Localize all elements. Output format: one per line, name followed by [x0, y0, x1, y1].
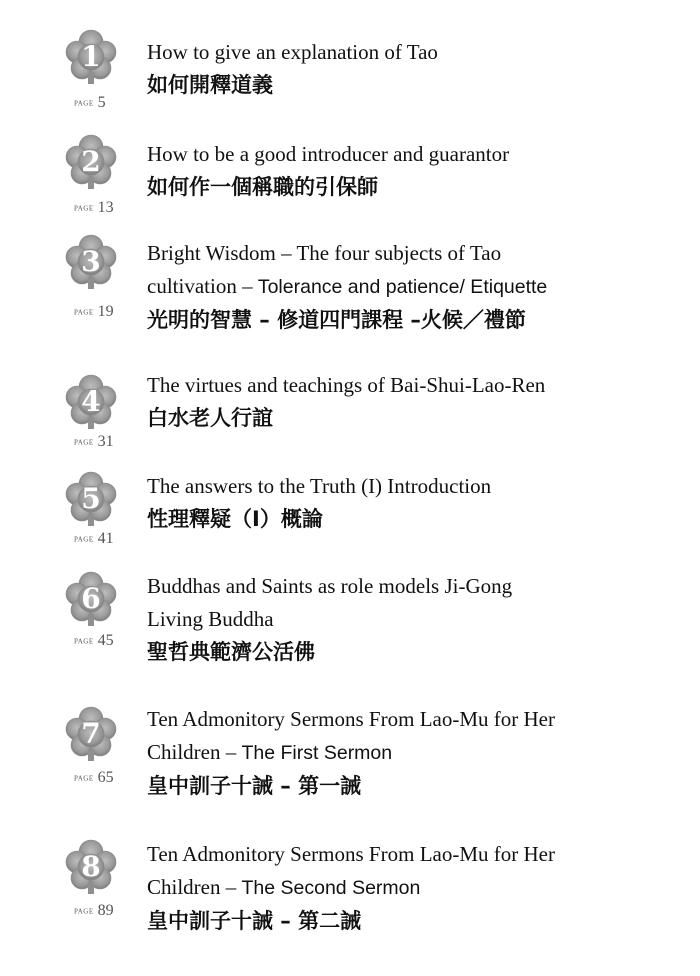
english-title-line: Ten Admonitory Sermons From Lao-Mu for Her	[147, 842, 555, 866]
flower-number-badge-icon	[62, 373, 120, 431]
english-title-line: Bright Wisdom – The four subjects of Tao	[147, 241, 502, 265]
entry-text	[147, 36, 680, 102]
english-title-line: Buddhas and Saints as role models Ji-Gong	[147, 574, 513, 598]
svg-text:3: 3	[81, 245, 101, 278]
flower-number-badge-icon	[62, 705, 120, 763]
english-title-line: Children – The First Sermon	[147, 740, 393, 764]
english-title-line: Ten Admonitory Sermons From Lao-Mu for Her	[147, 707, 555, 731]
entry-text	[147, 138, 680, 204]
english-title-line: How to be a good introducer and guarantor	[147, 142, 510, 166]
chinese-title: 白水老人行誼	[147, 406, 273, 430]
svg-text:5: 5	[81, 482, 101, 515]
svg-text:2: 2	[81, 145, 101, 178]
svg-text:6: 6	[81, 582, 101, 615]
svg-text:7: 7	[81, 717, 101, 750]
chinese-title: 性理釋疑（I）概論	[147, 507, 323, 531]
entry-text	[147, 570, 680, 669]
entry-text	[147, 703, 680, 803]
entry-text	[147, 369, 680, 435]
svg-text:4: 4	[81, 385, 101, 418]
chinese-title: 如何開釋道義	[147, 73, 273, 97]
flower-number-badge-icon	[62, 28, 120, 86]
english-title-line: The answers to the Truth (I) Introduction	[147, 474, 492, 498]
page-number: PAGE 13	[74, 199, 114, 217]
flower-number-badge-icon	[62, 470, 120, 528]
chinese-title: 光明的智慧 – 修道四門課程 –火候／禮節	[147, 308, 526, 332]
page-number: PAGE 65	[74, 769, 114, 787]
english-title-line: Children – The Second Sermon	[147, 875, 421, 899]
svg-text:8: 8	[81, 850, 101, 883]
entry-text	[147, 838, 680, 938]
page-number: PAGE 45	[74, 632, 114, 650]
chinese-title: 皇中訓子十誡 – 第一誡	[147, 774, 362, 798]
chinese-title: 如何作一個稱職的引保師	[147, 175, 378, 199]
english-title-line: Living Buddha	[147, 607, 274, 631]
english-title-line: How to give an explanation of Tao	[147, 40, 438, 64]
chinese-title: 皇中訓子十誡 – 第二誡	[147, 909, 362, 933]
page-number: PAGE 19	[74, 303, 114, 321]
page-number: PAGE 31	[74, 433, 114, 451]
english-title-line: The virtues and teachings of Bai-Shui-Lao-Ren	[147, 373, 546, 397]
flower-number-badge-icon	[62, 233, 120, 291]
page-number: PAGE 89	[74, 902, 114, 920]
flower-number-badge-icon	[62, 838, 120, 896]
entry-text	[147, 237, 680, 337]
page-number: PAGE 41	[74, 530, 114, 548]
flower-number-badge-icon	[62, 133, 120, 191]
flower-number-badge-icon	[62, 570, 120, 628]
entry-text	[147, 470, 680, 536]
chinese-title: 聖哲典範濟公活佛	[147, 640, 315, 664]
page-number: PAGE 5	[74, 94, 106, 112]
english-title-line: cultivation – Tolerance and patience/ Etiquette	[147, 274, 548, 298]
svg-text:1: 1	[81, 40, 101, 73]
